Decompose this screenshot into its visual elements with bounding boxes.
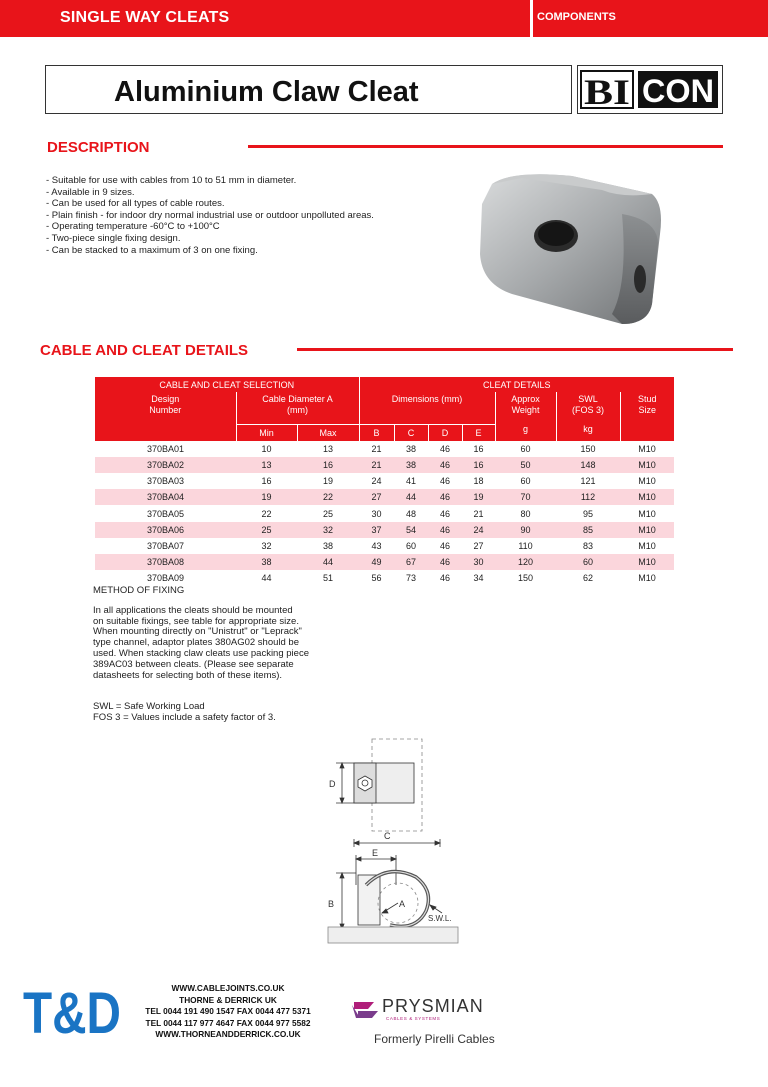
cell-stud-size: M10 <box>638 443 656 454</box>
cell-stud-size: M10 <box>620 554 674 570</box>
dim-label-c: C <box>384 831 391 841</box>
cell-dim-d: 46 <box>440 476 451 487</box>
col-header-design: Design Number <box>95 392 236 424</box>
prysmian-logo <box>350 992 520 1052</box>
cell-cable-max: 13 <box>323 443 334 454</box>
cell-dim-d: 46 <box>428 457 462 473</box>
cell-cable-min: 10 <box>261 443 272 454</box>
table-row <box>95 473 674 489</box>
footer-line: WWW.THORNEANDDERRICK.CO.UK <box>155 1029 301 1040</box>
cell-cable-max: 51 <box>323 573 334 584</box>
cell-dim-c: 60 <box>406 540 417 551</box>
method-notes <box>93 702 309 724</box>
table-row <box>95 457 674 473</box>
cell-dim-e: 21 <box>473 508 484 519</box>
cell-swl: 150 <box>580 443 596 454</box>
sub-header-swl-unit: kg <box>556 424 620 441</box>
dim-label-a: A <box>399 899 406 909</box>
cell-dim-c: 44 <box>394 489 428 505</box>
cell-dim-c: 48 <box>406 508 417 519</box>
prysmian-name: PRYSMIAN <box>382 996 484 1016</box>
method-section <box>93 586 309 724</box>
cell-dim-c: 41 <box>406 476 417 487</box>
table-row <box>95 522 674 538</box>
cell-dim-d: 46 <box>428 554 462 570</box>
method-line: type channel, adaptor plates 380AG02 should be <box>93 637 299 649</box>
cell-weight: 110 <box>518 540 533 551</box>
header-separator <box>530 0 533 37</box>
cell-design-number: 370BA07 <box>146 540 185 551</box>
cell-dim-e: 19 <box>462 489 495 505</box>
method-line: In all applications the cleats should be mounted <box>93 604 293 616</box>
td-logo <box>22 981 122 1046</box>
cell-cable-min: 44 <box>261 573 272 584</box>
table-row <box>95 538 674 554</box>
cell-weight: 50 <box>495 457 556 473</box>
cell-dim-b: 24 <box>371 476 382 487</box>
cell-dim-d: 46 <box>440 508 451 519</box>
details-heading: CABLE AND CLEAT DETAILS <box>40 342 249 359</box>
method-heading: METHOD OF FIXING <box>93 585 185 596</box>
cell-swl: 112 <box>556 489 620 505</box>
product-title-box <box>45 65 572 114</box>
cell-stud-size: M10 <box>638 540 656 551</box>
description-item: - Can be stacked to a maximum of 3 on one fixing. <box>46 244 258 256</box>
table-group-header-row <box>95 377 674 392</box>
cell-cable-min: 22 <box>261 508 272 519</box>
product-title: Aluminium Claw Cleat <box>114 76 419 108</box>
sub-header-blank <box>95 424 236 441</box>
cell-dim-e: 18 <box>473 476 484 487</box>
method-line: datasheets for selecting both of these items). <box>93 669 283 681</box>
cell-cable-min: 38 <box>236 554 297 570</box>
table-row <box>95 441 674 457</box>
description-item: - Operating temperature -60°C to +100°C <box>46 221 220 233</box>
cell-weight: 70 <box>495 489 556 505</box>
cell-dim-c: 38 <box>394 457 428 473</box>
cleat-photo <box>452 164 682 330</box>
group-header-details: CLEAT DETAILS <box>359 377 674 392</box>
cell-dim-b: 49 <box>359 554 394 570</box>
cell-weight: 80 <box>520 508 531 519</box>
method-line: on suitable fixings, see table for appropriate size. <box>93 615 299 627</box>
footer-line: TEL 0044 117 977 4647 FAX 0044 977 5582 <box>145 1017 311 1028</box>
cell-swl: 60 <box>556 554 620 570</box>
table-row <box>95 505 674 521</box>
col-header-cable-diameter: Cable Diameter A (mm) <box>236 392 359 424</box>
cell-stud-size: M10 <box>620 522 674 538</box>
cell-dim-e: 34 <box>473 573 484 584</box>
bicon-logo-graphic <box>578 66 722 113</box>
cell-weight: 120 <box>495 554 556 570</box>
prysmian-formerly: Formerly Pirelli Cables <box>374 1032 495 1046</box>
cell-swl: 83 <box>583 540 594 551</box>
col-header-stud: Stud Size <box>620 392 674 424</box>
cell-dim-d: 46 <box>440 540 451 551</box>
method-note: FOS 3 = Values include a safety factor of 3. <box>93 712 276 724</box>
table-row <box>95 570 674 586</box>
table-column-header-row <box>95 392 674 424</box>
cell-weight: 60 <box>520 476 531 487</box>
cell-dim-b: 43 <box>371 540 382 551</box>
cell-dim-d: 46 <box>440 573 451 584</box>
table-row <box>95 489 674 505</box>
bicon-logo <box>577 65 723 114</box>
cell-swl: 85 <box>556 522 620 538</box>
cell-dim-e: 27 <box>473 540 484 551</box>
method-note: SWL = Safe Working Load <box>93 701 205 713</box>
svg-text:CON: CON <box>642 73 714 109</box>
description-item: - Suitable for use with cables from 10 to 51 mm in diameter. <box>46 175 297 186</box>
method-paragraph <box>93 606 309 682</box>
cell-cable-min: 13 <box>236 457 297 473</box>
footer-contact <box>130 983 326 1041</box>
cell-dim-b: 27 <box>359 489 394 505</box>
cell-dim-e: 16 <box>462 457 495 473</box>
footer-line: TEL 0044 191 490 1547 FAX 0044 477 5371 <box>145 1006 311 1017</box>
cell-dim-b: 37 <box>359 522 394 538</box>
cell-dim-c: 67 <box>394 554 428 570</box>
cell-design-number: 370BA05 <box>146 508 185 519</box>
cell-dim-e: 24 <box>462 522 495 538</box>
cell-design-number: 370BA03 <box>146 476 185 487</box>
table-row <box>95 554 674 570</box>
cell-design-number: 370BA04 <box>95 489 236 505</box>
col-header-dimensions: Dimensions (mm) <box>359 392 495 424</box>
description-list <box>46 175 374 256</box>
sub-header-max: Max <box>297 424 359 441</box>
cell-swl: 62 <box>583 573 594 584</box>
method-line: When mounting directly on "Unistrut" or "Leprack" <box>93 626 302 638</box>
cell-dim-d: 46 <box>440 443 451 454</box>
cell-cable-max: 19 <box>323 476 334 487</box>
sub-header-weight-unit: g <box>495 424 556 441</box>
cell-design-number: 370BA01 <box>146 443 185 454</box>
dim-label-d: D <box>329 779 336 789</box>
cell-swl: 95 <box>583 508 594 519</box>
group-header-selection: CABLE AND CLEAT SELECTION <box>95 377 359 392</box>
cell-cable-max: 25 <box>323 508 334 519</box>
sub-header-min: Min <box>236 424 297 441</box>
cell-cable-max: 32 <box>297 522 359 538</box>
cell-weight: 150 <box>518 573 534 584</box>
description-item: - Plain finish - for indoor dry normal industrial use or outdoor unpolluted areas. <box>46 209 374 221</box>
cell-cable-max: 22 <box>297 489 359 505</box>
dim-label-e: E <box>372 848 379 858</box>
cell-dim-d: 46 <box>428 489 462 505</box>
cell-design-number: 370BA09 <box>146 573 185 584</box>
cell-cable-max: 16 <box>297 457 359 473</box>
method-line: used. When stacking claw cleats use packing piece <box>93 647 309 659</box>
header-bar <box>0 0 768 37</box>
svg-text:BI: BI <box>584 72 630 112</box>
cell-dim-d: 46 <box>428 522 462 538</box>
col-header-weight: Approx Weight <box>495 392 556 424</box>
description-heading: DESCRIPTION <box>47 139 150 156</box>
description-item: - Two-piece single fixing design. <box>46 232 181 244</box>
cell-stud-size: M10 <box>620 457 674 473</box>
cell-dim-b: 21 <box>371 443 382 454</box>
cell-stud-size: M10 <box>638 573 656 584</box>
description-item: - Available in 9 sizes. <box>46 186 135 198</box>
details-rule <box>297 348 733 351</box>
description-item: - Can be used for all types of cable routes. <box>46 198 225 210</box>
description-rule <box>248 145 723 148</box>
cell-weight: 90 <box>495 522 556 538</box>
header-section-label: COMPONENTS <box>537 11 616 23</box>
cell-cable-min: 16 <box>261 476 272 487</box>
dim-label-swl: S.W.L. <box>428 914 452 923</box>
cell-dim-c: 54 <box>394 522 428 538</box>
cell-dim-c: 38 <box>406 443 417 454</box>
cell-stud-size: M10 <box>638 508 656 519</box>
cell-dim-e: 16 <box>473 443 484 454</box>
table-sub-header-row <box>95 424 674 441</box>
cell-dim-b: 30 <box>371 508 382 519</box>
cell-dim-b: 21 <box>359 457 394 473</box>
cell-design-number: 370BA02 <box>95 457 236 473</box>
cell-cable-min: 32 <box>261 540 272 551</box>
sub-header-d: D <box>428 424 462 441</box>
cleat-table <box>95 377 674 586</box>
cell-cable-min: 19 <box>236 489 297 505</box>
sub-header-b: B <box>359 424 394 441</box>
header-title: SINGLE WAY CLEATS <box>60 9 230 26</box>
cell-dim-e: 30 <box>462 554 495 570</box>
footer-line: THORNE & DERRICK UK <box>179 994 277 1005</box>
dim-label-b: B <box>328 899 335 909</box>
cell-dim-b: 56 <box>371 573 382 584</box>
sub-header-e: E <box>462 424 495 441</box>
sub-header-c: C <box>394 424 428 441</box>
cell-swl: 148 <box>556 457 620 473</box>
prysmian-tagline: CABLES & SYSTEMS <box>386 1016 441 1021</box>
cell-stud-size: M10 <box>620 489 674 505</box>
cell-weight: 60 <box>520 443 531 454</box>
cell-swl: 121 <box>580 476 596 487</box>
td-logo-text: T&D <box>23 981 121 1046</box>
method-line: 389AC03 between cleats. (Please see separate <box>93 658 294 670</box>
cell-dim-c: 73 <box>406 573 417 584</box>
cell-cable-max: 44 <box>297 554 359 570</box>
cell-cable-max: 38 <box>323 540 334 551</box>
col-header-swl: SWL (FOS 3) <box>556 392 620 424</box>
cleat-diagram <box>318 735 468 950</box>
cell-design-number: 370BA08 <box>95 554 236 570</box>
cell-design-number: 370BA06 <box>95 522 236 538</box>
cell-cable-min: 25 <box>236 522 297 538</box>
footer-line: WWW.CABLEJOINTS.CO.UK <box>171 983 285 993</box>
sub-header-stud-blank <box>620 424 674 441</box>
cell-stud-size: M10 <box>638 476 656 487</box>
